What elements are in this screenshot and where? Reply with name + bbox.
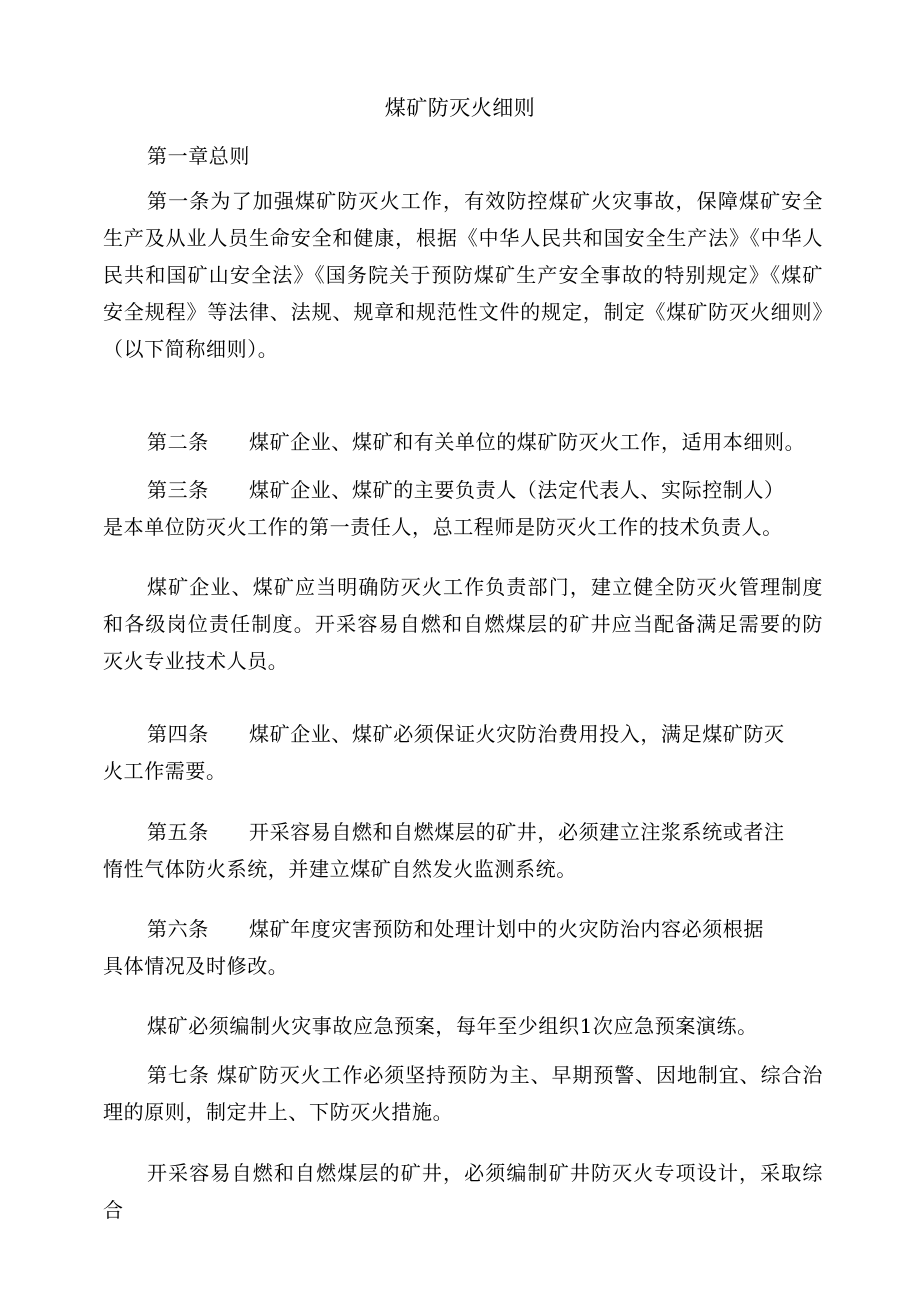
article-3-text-1: 煤矿企业、煤矿的主要负责人（法定代表人、实际控制人） <box>249 478 785 502</box>
article-4-text-1: 煤矿企业、煤矿必须保证火灾防治费用投入，满足煤矿防灭 <box>249 722 785 746</box>
article-6 <box>103 911 823 985</box>
article-2-number: 第二条 <box>147 430 209 454</box>
article-2-text: 煤矿企业、煤矿和有关单位的煤矿防灭火工作，适用本细则。 <box>249 430 806 454</box>
article-7: 第七条 煤矿防灭火工作必须坚持预防为主、早期预警、因地制宜、综合治理的原则，制定井上、下防灭火措施。 <box>103 1063 823 1124</box>
article-5-number: 第五条 <box>147 820 209 844</box>
article-1: 第一条为了加强煤矿防灭火工作，有效防控煤矿火灾事故，保障煤矿安全生产及从业人员生命安全和健康，根据《中华人民共和国安全生产法》《中华人民共和国矿山安全法》《国务院关于预防煤矿生产安全事故的特别规定》《煤矿安全规程》等法律、法规、规章和规范性文件的规定，制定《煤矿防灭火细则》（以下简称细则）。 <box>103 189 823 361</box>
article-5-text-2: 惰性气体防火系统，并建立煤矿自然发火监测系统。 <box>103 857 577 881</box>
article-5-line-1 <box>103 814 823 851</box>
article-4-line-1 <box>103 716 823 753</box>
article-5-text-1: 开采容易自燃和自燃煤层的矿井，必须建立注浆系统或者注 <box>249 820 785 844</box>
article-3-line-1 <box>103 472 823 509</box>
article-6-text-2: 具体情况及时修改。 <box>103 954 289 978</box>
article-2 <box>103 424 823 461</box>
chapter-heading: 第一章总则 <box>147 144 250 168</box>
article-3 <box>103 472 823 546</box>
article-7-paragraph-2: 开采容易自燃和自燃煤层的矿井，必须编制矿井防灭火专项设计，采取综合 <box>103 1161 823 1222</box>
article-3-number: 第三条 <box>147 478 209 502</box>
article-5 <box>103 814 823 888</box>
article-4-number: 第四条 <box>147 722 209 746</box>
article-3-paragraph-2: 煤矿企业、煤矿应当明确防灭火工作负责部门，建立健全防灭火管理制度和各级岗位责任制度。开采容易自燃和自燃煤层的矿井应当配备满足需要的防灭火专业技术人员。 <box>103 575 823 673</box>
article-6-paragraph-2: 煤矿必须编制火灾事故应急预案，每年至少组织1次应急预案演练。 <box>147 1014 758 1038</box>
article-3-text-2: 是本单位防灭火工作的第一责任人，总工程师是防灭火工作的技术负责人。 <box>103 515 783 539</box>
article-4-text-2: 火工作需要。 <box>103 759 227 783</box>
article-6-number: 第六条 <box>147 917 209 941</box>
document-title: 煤矿防灭火细则 <box>384 96 536 120</box>
article-6-line-1 <box>103 911 823 948</box>
article-4 <box>103 716 823 790</box>
article-2-line <box>103 424 823 461</box>
article-6-text-1: 煤矿年度灾害预防和处理计划中的火灾防治内容必须根据 <box>249 917 764 941</box>
